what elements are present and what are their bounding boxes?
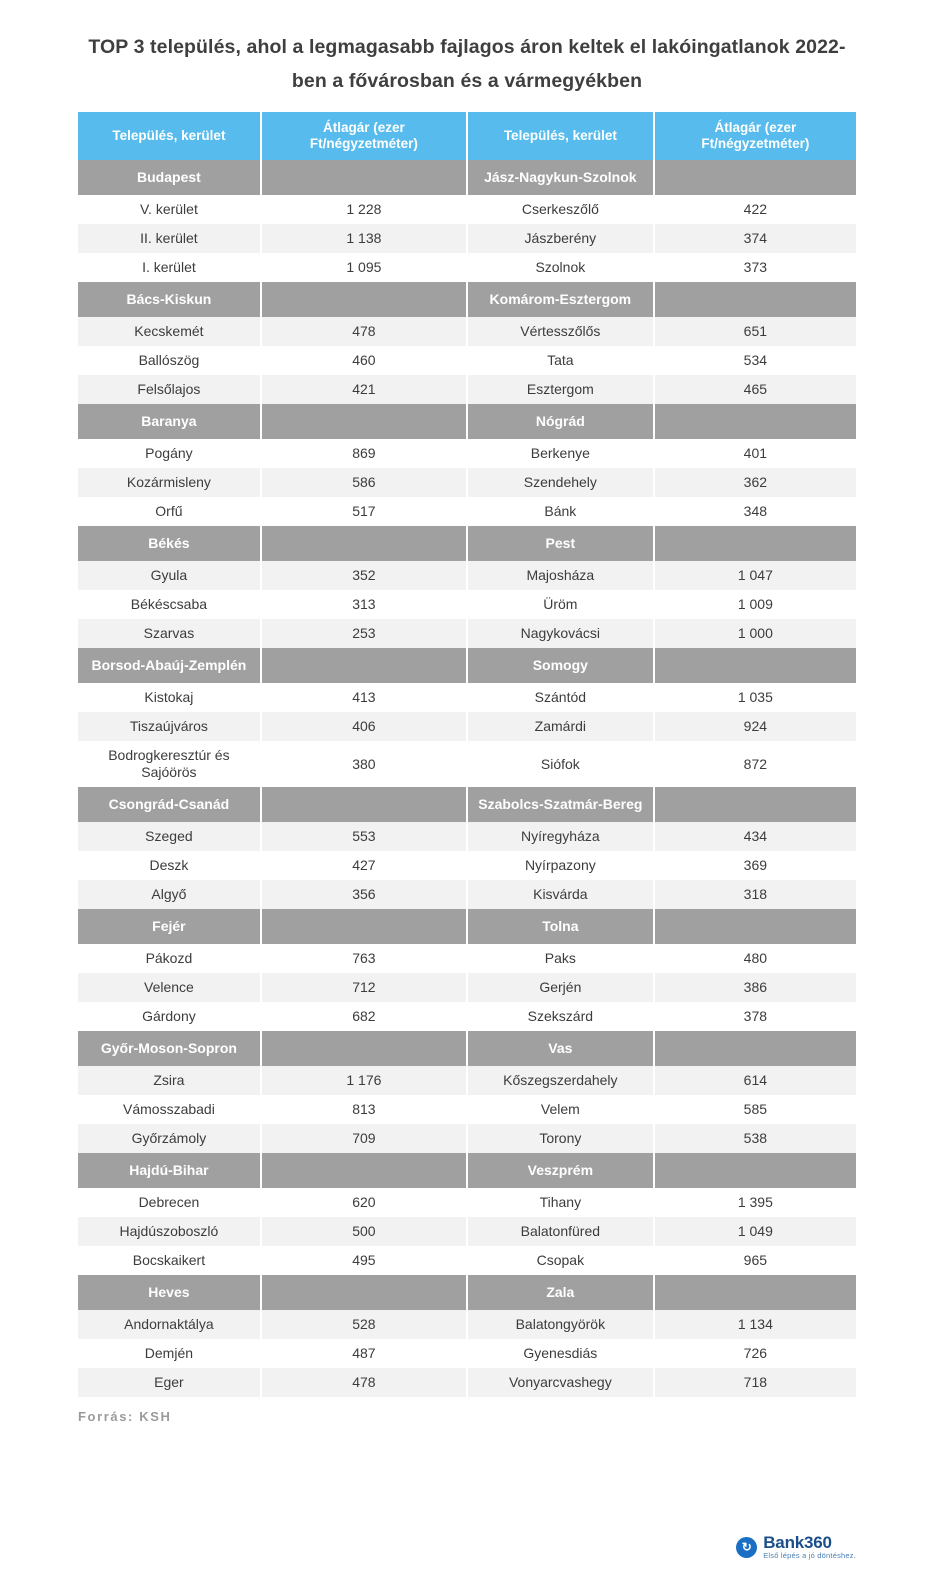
cell-price-right: 386	[654, 973, 856, 1002]
table-row	[78, 851, 856, 880]
cell-price-right: 872	[654, 741, 856, 787]
cell-price-left: 253	[261, 619, 467, 648]
cell-settlement-right: Nagykovácsi	[467, 619, 654, 648]
group-label-left: Fejér	[78, 909, 261, 944]
cell-settlement-right: Kisvárda	[467, 880, 654, 909]
cell-price-right: 1 000	[654, 619, 856, 648]
table-row	[78, 1095, 856, 1124]
table-row	[78, 944, 856, 973]
group-value-right	[654, 1031, 856, 1066]
cell-settlement-right: Üröm	[467, 590, 654, 619]
cell-price-right: 373	[654, 253, 856, 282]
cell-price-right: 726	[654, 1339, 856, 1368]
cell-settlement-left: Velence	[78, 973, 261, 1002]
cell-price-left: 356	[261, 880, 467, 909]
cell-price-right: 378	[654, 1002, 856, 1031]
cell-settlement-right: Majosháza	[467, 561, 654, 590]
table-row	[78, 1246, 856, 1275]
table-row	[78, 1217, 856, 1246]
group-label-right: Komárom-Esztergom	[467, 282, 654, 317]
cell-settlement-left: Kecskemét	[78, 317, 261, 346]
table-row	[78, 683, 856, 712]
cell-settlement-right: Esztergom	[467, 375, 654, 404]
cell-settlement-right: Paks	[467, 944, 654, 973]
cell-price-left: 763	[261, 944, 467, 973]
column-header-settlement-right: Település, kerület	[467, 112, 654, 160]
group-label-right: Zala	[467, 1275, 654, 1310]
group-label-right: Somogy	[467, 648, 654, 683]
table-row	[78, 590, 856, 619]
group-label-right: Szabolcs-Szatmár-Bereg	[467, 787, 654, 822]
table-row	[78, 1368, 856, 1397]
group-label-left: Hajdú-Bihar	[78, 1153, 261, 1188]
cell-price-left: 487	[261, 1339, 467, 1368]
table-row	[78, 1310, 856, 1339]
group-value-right	[654, 526, 856, 561]
table-row	[78, 1339, 856, 1368]
cell-price-right: 369	[654, 851, 856, 880]
brand-logo	[736, 1534, 856, 1560]
brand-name: Bank360	[763, 1533, 832, 1553]
cell-settlement-left: Bodrogkeresztúr és Sajóörös	[78, 741, 261, 787]
cell-price-right: 362	[654, 468, 856, 497]
cell-price-left: 528	[261, 1310, 467, 1339]
cell-price-left: 1 228	[261, 195, 467, 224]
page-title: TOP 3 település, ahol a legmagasabb fajlagos áron keltek el lakóingatlanok 2022-ben a fővárosban és a vármegyékben	[88, 36, 846, 92]
cell-price-right: 1 134	[654, 1310, 856, 1339]
cell-settlement-right: Tata	[467, 346, 654, 375]
group-label-right: Nógrád	[467, 404, 654, 439]
table-row	[78, 468, 856, 497]
cell-settlement-left: Bocskaikert	[78, 1246, 261, 1275]
cell-settlement-left: Orfű	[78, 497, 261, 526]
cell-price-right: 318	[654, 880, 856, 909]
group-row	[78, 160, 856, 195]
cell-settlement-right: Kőszegszerdahely	[467, 1066, 654, 1095]
cell-settlement-right: Jászberény	[467, 224, 654, 253]
cell-settlement-right: Szendehely	[467, 468, 654, 497]
cell-price-left: 586	[261, 468, 467, 497]
table-row	[78, 346, 856, 375]
cell-price-left: 869	[261, 439, 467, 468]
cell-price-right: 465	[654, 375, 856, 404]
cell-price-right: 1 009	[654, 590, 856, 619]
table-header	[78, 112, 856, 160]
group-value-left	[261, 404, 467, 439]
table-body	[78, 160, 856, 1397]
cell-price-left: 313	[261, 590, 467, 619]
cell-settlement-left: Algyő	[78, 880, 261, 909]
cell-settlement-left: Demjén	[78, 1339, 261, 1368]
cell-settlement-left: Kistokaj	[78, 683, 261, 712]
group-value-left	[261, 1275, 467, 1310]
group-row	[78, 1031, 856, 1066]
group-row	[78, 404, 856, 439]
cell-price-right: 348	[654, 497, 856, 526]
group-label-right: Veszprém	[467, 1153, 654, 1188]
group-row	[78, 526, 856, 561]
table-row	[78, 1188, 856, 1217]
cell-settlement-right: Nyírpazony	[467, 851, 654, 880]
cell-settlement-left: V. kerület	[78, 195, 261, 224]
table-row	[78, 561, 856, 590]
group-value-left	[261, 526, 467, 561]
group-value-right	[654, 1275, 856, 1310]
cell-price-right: 480	[654, 944, 856, 973]
cell-settlement-right: Balatonfüred	[467, 1217, 654, 1246]
cell-settlement-left: Tiszaújváros	[78, 712, 261, 741]
group-row	[78, 1275, 856, 1310]
group-value-right	[654, 648, 856, 683]
cell-price-left: 380	[261, 741, 467, 787]
group-label-left: Csongrád-Csanád	[78, 787, 261, 822]
cell-settlement-left: Deszk	[78, 851, 261, 880]
group-label-left: Bács-Kiskun	[78, 282, 261, 317]
cell-price-right: 1 047	[654, 561, 856, 590]
cell-settlement-right: Vértesszőlős	[467, 317, 654, 346]
cell-price-right: 924	[654, 712, 856, 741]
group-value-right	[654, 787, 856, 822]
group-label-left: Győr-Moson-Sopron	[78, 1031, 261, 1066]
cell-price-right: 718	[654, 1368, 856, 1397]
cell-price-right: 651	[654, 317, 856, 346]
table-row	[78, 224, 856, 253]
cell-settlement-right: Siófok	[467, 741, 654, 787]
cell-settlement-right: Szántód	[467, 683, 654, 712]
column-header-price-right: Átlagár (ezer Ft/négyzetméter)	[654, 112, 856, 160]
cell-price-right: 534	[654, 346, 856, 375]
table-row	[78, 741, 856, 787]
group-label-left: Békés	[78, 526, 261, 561]
cell-price-left: 517	[261, 497, 467, 526]
table-row	[78, 195, 856, 224]
group-row	[78, 909, 856, 944]
table-row	[78, 317, 856, 346]
cell-price-left: 620	[261, 1188, 467, 1217]
group-value-left	[261, 787, 467, 822]
table-row	[78, 253, 856, 282]
group-label-left: Budapest	[78, 160, 261, 195]
header-row	[78, 112, 856, 160]
cell-price-right: 422	[654, 195, 856, 224]
cell-settlement-left: II. kerület	[78, 224, 261, 253]
cell-price-left: 1 138	[261, 224, 467, 253]
group-label-left: Baranya	[78, 404, 261, 439]
group-value-right	[654, 160, 856, 195]
group-value-left	[261, 909, 467, 944]
cell-price-right: 965	[654, 1246, 856, 1275]
cell-settlement-right: Vonyarcvashegy	[467, 1368, 654, 1397]
cell-settlement-left: Pákozd	[78, 944, 261, 973]
column-header-settlement-left: Település, kerület	[78, 112, 261, 160]
cell-price-left: 352	[261, 561, 467, 590]
cell-price-left: 1 176	[261, 1066, 467, 1095]
cell-price-left: 478	[261, 317, 467, 346]
group-value-left	[261, 282, 467, 317]
group-value-right	[654, 1153, 856, 1188]
cell-price-left: 709	[261, 1124, 467, 1153]
cell-settlement-left: Pogány	[78, 439, 261, 468]
cell-settlement-left: Gyula	[78, 561, 261, 590]
cell-settlement-left: I. kerület	[78, 253, 261, 282]
cell-price-right: 374	[654, 224, 856, 253]
cell-settlement-left: Eger	[78, 1368, 261, 1397]
cell-price-left: 460	[261, 346, 467, 375]
group-label-right: Vas	[467, 1031, 654, 1066]
group-label-right: Pest	[467, 526, 654, 561]
cell-price-left: 712	[261, 973, 467, 1002]
cell-settlement-right: Szolnok	[467, 253, 654, 282]
cell-settlement-left: Szarvas	[78, 619, 261, 648]
cell-price-right: 434	[654, 822, 856, 851]
cell-price-left: 421	[261, 375, 467, 404]
cell-settlement-left: Vámosszabadi	[78, 1095, 261, 1124]
cell-price-left: 427	[261, 851, 467, 880]
cell-price-right: 401	[654, 439, 856, 468]
cell-settlement-left: Békéscsaba	[78, 590, 261, 619]
cell-price-left: 495	[261, 1246, 467, 1275]
cell-settlement-right: Berkenye	[467, 439, 654, 468]
cell-price-left: 478	[261, 1368, 467, 1397]
group-row	[78, 1153, 856, 1188]
column-header-price-left: Átlagár (ezer Ft/négyzetméter)	[261, 112, 467, 160]
cell-settlement-left: Győrzámoly	[78, 1124, 261, 1153]
group-value-left	[261, 1153, 467, 1188]
table-row	[78, 822, 856, 851]
source-note: Forrás: KSH	[78, 1409, 172, 1424]
table-row	[78, 439, 856, 468]
group-value-left	[261, 160, 467, 195]
table-row	[78, 1066, 856, 1095]
cell-settlement-right: Tihany	[467, 1188, 654, 1217]
cell-settlement-right: Balatongyörök	[467, 1310, 654, 1339]
group-row	[78, 648, 856, 683]
cell-settlement-right: Torony	[467, 1124, 654, 1153]
table-row	[78, 973, 856, 1002]
cell-settlement-right: Gerjén	[467, 973, 654, 1002]
table-row	[78, 880, 856, 909]
cell-settlement-left: Gárdony	[78, 1002, 261, 1031]
cell-settlement-right: Nyíregyháza	[467, 822, 654, 851]
table-row	[78, 497, 856, 526]
brand-tagline: Első lépés a jó döntéshez.	[763, 1551, 856, 1561]
table-row	[78, 712, 856, 741]
cell-price-right: 614	[654, 1066, 856, 1095]
cell-settlement-left: Hajdúszoboszló	[78, 1217, 261, 1246]
group-row	[78, 282, 856, 317]
group-row	[78, 787, 856, 822]
cell-settlement-left: Kozármisleny	[78, 468, 261, 497]
cell-price-right: 585	[654, 1095, 856, 1124]
cell-settlement-right: Szekszárd	[467, 1002, 654, 1031]
cell-settlement-left: Szeged	[78, 822, 261, 851]
cell-settlement-right: Velem	[467, 1095, 654, 1124]
cell-settlement-right: Gyenesdiás	[467, 1339, 654, 1368]
group-value-left	[261, 1031, 467, 1066]
cell-settlement-right: Csopak	[467, 1246, 654, 1275]
cell-price-left: 813	[261, 1095, 467, 1124]
table-row	[78, 1124, 856, 1153]
cell-settlement-left: Andornaktálya	[78, 1310, 261, 1339]
cell-settlement-left: Felsőlajos	[78, 375, 261, 404]
cell-price-left: 682	[261, 1002, 467, 1031]
cell-settlement-left: Zsira	[78, 1066, 261, 1095]
cell-price-left: 1 095	[261, 253, 467, 282]
cell-settlement-right: Zamárdi	[467, 712, 654, 741]
cell-price-left: 500	[261, 1217, 467, 1246]
cell-price-left: 553	[261, 822, 467, 851]
table-row	[78, 1002, 856, 1031]
group-label-left: Heves	[78, 1275, 261, 1310]
cell-price-right: 1 049	[654, 1217, 856, 1246]
group-value-right	[654, 404, 856, 439]
cell-settlement-left: Debrecen	[78, 1188, 261, 1217]
cell-settlement-right: Cserkeszőlő	[467, 195, 654, 224]
cell-price-right: 1 035	[654, 683, 856, 712]
cell-price-right: 1 395	[654, 1188, 856, 1217]
group-value-left	[261, 648, 467, 683]
brand-mark-icon: ↻	[736, 1537, 757, 1558]
group-label-left: Borsod-Abaúj-Zemplén	[78, 648, 261, 683]
group-label-right: Tolna	[467, 909, 654, 944]
price-table	[78, 112, 856, 1397]
cell-settlement-right: Bánk	[467, 497, 654, 526]
cell-price-left: 406	[261, 712, 467, 741]
group-label-right: Jász-Nagykun-Szolnok	[467, 160, 654, 195]
cell-price-right: 538	[654, 1124, 856, 1153]
group-value-right	[654, 909, 856, 944]
table-row	[78, 619, 856, 648]
brand-text	[763, 1534, 856, 1560]
cell-settlement-left: Ballószög	[78, 346, 261, 375]
cell-price-left: 413	[261, 683, 467, 712]
table-row	[78, 375, 856, 404]
group-value-right	[654, 282, 856, 317]
